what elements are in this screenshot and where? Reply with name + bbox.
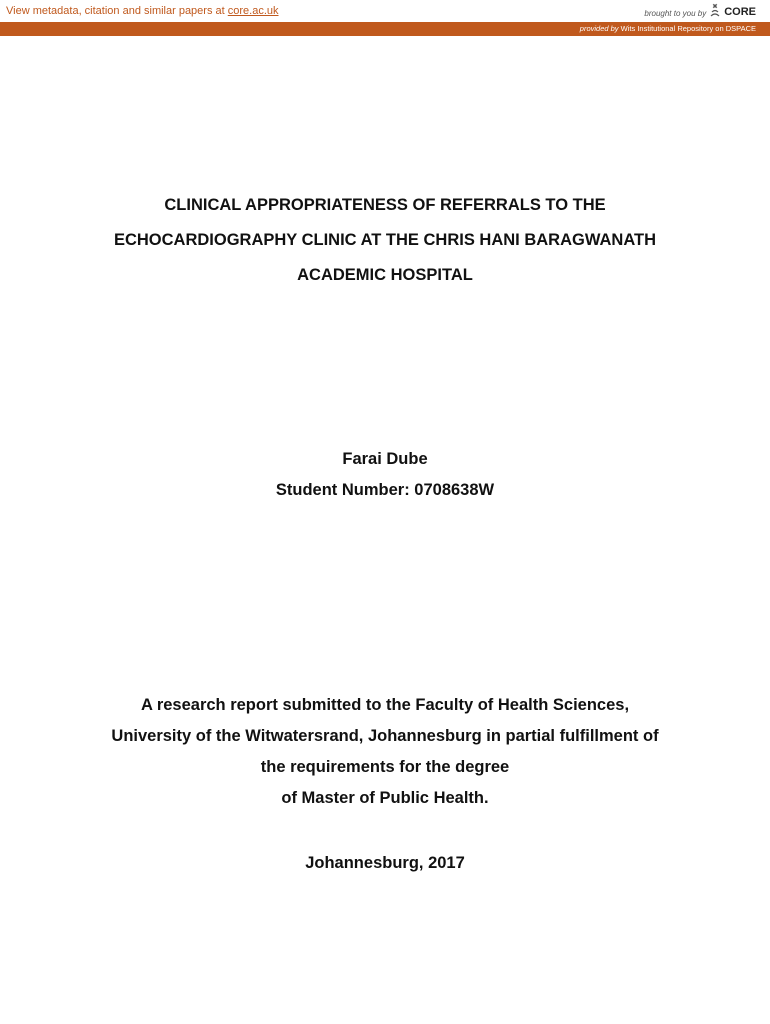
core-metadata-label: View metadata, citation and similar papers at — [6, 5, 225, 17]
student-number: Student Number: 0708638W — [275, 481, 495, 499]
submission-line: of Master of Public Health. — [281, 789, 489, 807]
core-brand-name: CORE — [724, 6, 756, 18]
core-brand[interactable] — [644, 2, 756, 18]
title-line: ECHOCARDIOGRAPHY CLINIC AT THE CHRIS HANI BARAGWANATH — [113, 231, 657, 249]
core-metadata-text — [6, 5, 279, 17]
core-banner — [0, 0, 770, 22]
core-link[interactable]: core.ac.uk — [227, 5, 279, 17]
title-line: ACADEMIC HOSPITAL — [297, 266, 473, 284]
author-block — [0, 444, 770, 506]
provided-by-text[interactable] — [580, 24, 756, 33]
title-line: CLINICAL APPROPRIATENESS OF REFERRALS TO THE — [164, 196, 606, 214]
core-logo-icon — [709, 2, 721, 18]
thesis-title — [0, 188, 770, 293]
submission-line: the requirements for the degree — [260, 758, 510, 776]
brought-to-you-text: brought to you by — [644, 8, 707, 18]
submission-line: A research report submitted to the Faculty of Health Sciences, — [140, 696, 630, 714]
provided-by-source: Wits Institutional Repository on DSPACE — [620, 24, 756, 33]
place-date: Johannesburg, 2017 — [305, 854, 465, 872]
submission-statement — [0, 690, 770, 814]
provided-by-prefix: provided by — [579, 24, 619, 33]
core-provider-bar — [0, 22, 770, 36]
author-name: Farai Dube — [342, 450, 428, 468]
submission-line: University of the Witwatersrand, Johannesburg in partial fulfillment of — [111, 727, 659, 745]
